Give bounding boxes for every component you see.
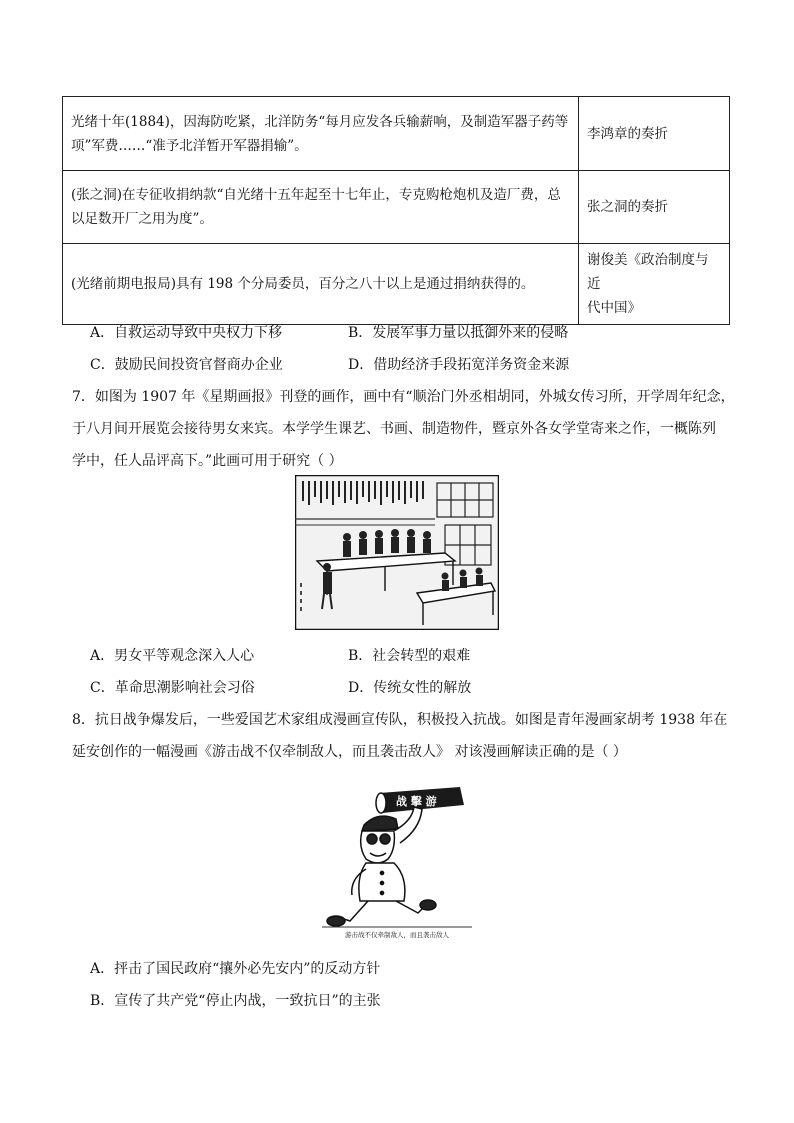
table-row	[63, 244, 730, 325]
q6-option-b[interactable]: B．发展军事力量以抵御外来的侵略	[348, 325, 569, 341]
guerrilla-cartoon	[322, 785, 472, 940]
source-line: 李鸿章的奏折	[587, 125, 668, 142]
q7-option-c[interactable]: C．革命思潮影响社会习俗	[90, 680, 255, 696]
source-line: 张之洞的奏折	[587, 199, 668, 215]
q7-option-b[interactable]: B．社会转型的艰难	[348, 648, 471, 664]
quote-line: 光绪十年(1884)，因海防吃紧，北洋防务“每月应发各兵输薪响，及制造军器子药等	[71, 113, 569, 130]
quote-line: (光绪前期电报局)具有 198 个分局委员，百分之八十以上是通过捐纳获得的。	[71, 276, 535, 292]
q6-option-a[interactable]: A．自救运动导致中央权力下移	[90, 325, 283, 341]
quote-cell	[63, 244, 579, 325]
source-line: 代中国》	[587, 300, 641, 316]
q7-option-d[interactable]: D．传统女性的解放	[348, 680, 472, 696]
source-table	[62, 96, 730, 325]
q7-stem-line: 于八月间开展览会接待男女来宾。本学学生课艺、书画、制造物件，暨京外各女学堂寄来之作，一概陈列	[72, 421, 716, 437]
quote-cell	[63, 97, 579, 171]
q7-stem-line: 学中，任人品评高下。”此画可用于研究（ ）	[72, 453, 343, 469]
quote-line: (张之洞)在专征收捐纳款“自光绪十五年起至十七年止，专克购枪炮机及造厂费，总	[71, 187, 561, 203]
q8-stem-line: 8．抗日战争爆发后，一些爱国艺术家组成漫画宣传队，积极投入抗战。如图是青年漫画家胡考 1938 年在	[72, 712, 728, 728]
q8-option-b[interactable]: B．宣传了共产党“停止内战，一致抗日”的主张	[90, 993, 381, 1009]
quote-line: 项”军费……“准予北洋暂开军器捐输”。	[71, 137, 308, 154]
quote-cell	[63, 171, 579, 244]
quote-line: 以足数开厂之用为度”。	[71, 211, 213, 227]
source-cell	[579, 97, 730, 171]
table-row	[63, 171, 730, 244]
exhibition-drawing	[295, 475, 499, 630]
q6-option-d[interactable]: D．借助经济手段拓宽洋务资金来源	[348, 357, 570, 373]
cartoon-banner-text: 战 擊 游	[396, 795, 437, 808]
cartoon-caption: 游击战不仅牵制敌人，而且袭击敌人	[345, 931, 449, 939]
q8-stem-line: 延安创作的一幅漫画《游击战不仅牵制敌人，而且袭击敌人》 对该漫画解读正确的是（ ）	[72, 744, 627, 760]
source-cell	[579, 171, 730, 244]
source-cell	[579, 244, 730, 325]
q8-option-a[interactable]: A．抨击了国民政府“攘外必先安内”的反动方针	[90, 961, 381, 977]
q6-option-c[interactable]: C．鼓励民间投资官督商办企业	[90, 357, 283, 373]
table-row	[63, 97, 730, 171]
q7-stem-line: 7．如图为 1907 年《星期画报》刊登的画作，画中有“顺治门外丞相胡同，外城女传习所，开学周年纪念，	[72, 389, 735, 405]
source-line: 谢俊美《政治制度与近	[587, 252, 709, 292]
q7-option-a[interactable]: A．男女平等观念深入人心	[90, 648, 255, 664]
